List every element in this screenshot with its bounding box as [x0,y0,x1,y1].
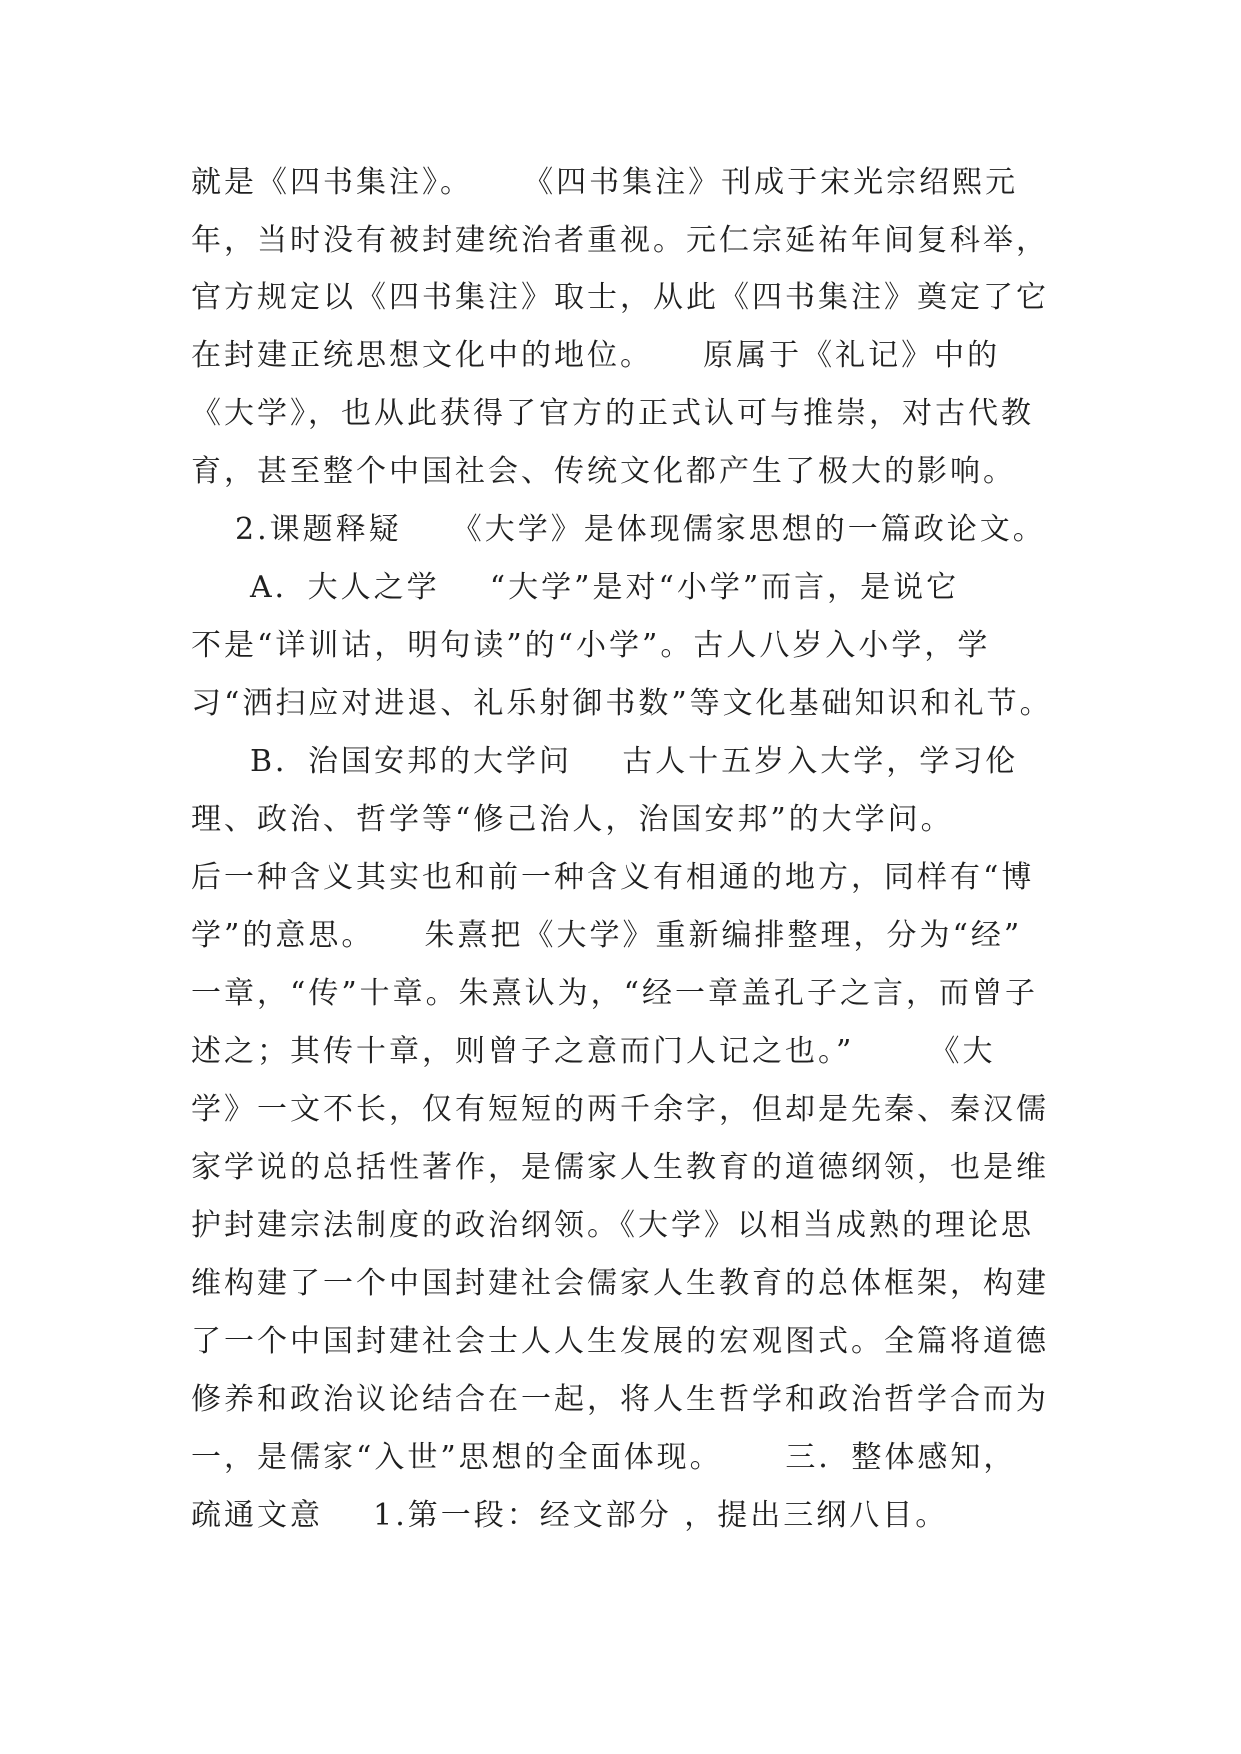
text-line: 维构建了一个中国封建社会儒家人生教育的总体框架，构建 [191,1266,1049,1301]
text-line: 2.课题释疑 《大学》是体现儒家思想的一篇政论文。 [235,512,1046,547]
text-line: 家学说的总括性著作，是儒家人生教育的道德纲领，也是维 [191,1150,1049,1185]
text-line: 后一种含义其实也和前一种含义有相通的地方，同样有“博 [191,860,1035,895]
text-line: 学”的意思。 朱熹把《大学》重新编排整理，分为“经” [191,918,1023,953]
text-line: 《大学》，也从此获得了官方的正式认可与推崇，对古代教 [191,396,1034,431]
text-line: 习“洒扫应对进退、礼乐射御书数”等文化基础知识和礼节。 [191,686,1053,721]
text-line: 了一个中国封建社会士人人生发展的宏观图式。全篇将道德 [191,1324,1049,1359]
text-line: 修养和政治议论结合在一起，将人生哲学和政治哲学合而为 [191,1382,1049,1417]
text-line: 年，当时没有被封建统治者重视。元仁宗延祐年间复科举， [191,223,1049,258]
text-line: 学》一文不长，仅有短短的两千余字，但却是先秦、秦汉儒 [191,1092,1049,1127]
text-line: B．治国安邦的大学问 古人十五岁入大学，学习伦 [250,744,1019,779]
text-line: 官方规定以《四书集注》取士，从此《四书集注》奠定了它 [191,280,1049,315]
text-line: 疏通文意 1.第一段：经文部分 ，提出三纲八目。 [191,1498,949,1533]
text-line: 一，是儒家“入世”思想的全面体现。 三．整体感知， [191,1440,1017,1475]
text-line: 理、政治、哲学等“修己治人，治国安邦”的大学问。 [191,802,954,837]
text-line: 述之；其传十章，则曾子之意而门人记之也。” 《大 [191,1034,996,1069]
text-line: 育，甚至整个中国社会、传统文化都产生了极大的影响。 [191,454,1016,489]
text-line: 就是《四书集注》。 《四书集注》刊成于宋光宗绍熙元 [191,165,1019,200]
text-line: 护封建宗法制度的政治纲领。《大学》以相当成熟的理论思 [191,1208,1034,1243]
text-line: 在封建正统思想文化中的地位。 原属于《礼记》中的 [191,338,1001,373]
text-line: 一章，“传”十章。朱熹认为，“经一章盖孔子之言，而曾子 [191,976,1039,1011]
text-line: 不是“详训诂，明句读”的“小学”。古人八岁入小学，学 [191,628,991,663]
text-line: A．大人之学 “大学”是对“小学”而言，是说它 [250,570,960,605]
